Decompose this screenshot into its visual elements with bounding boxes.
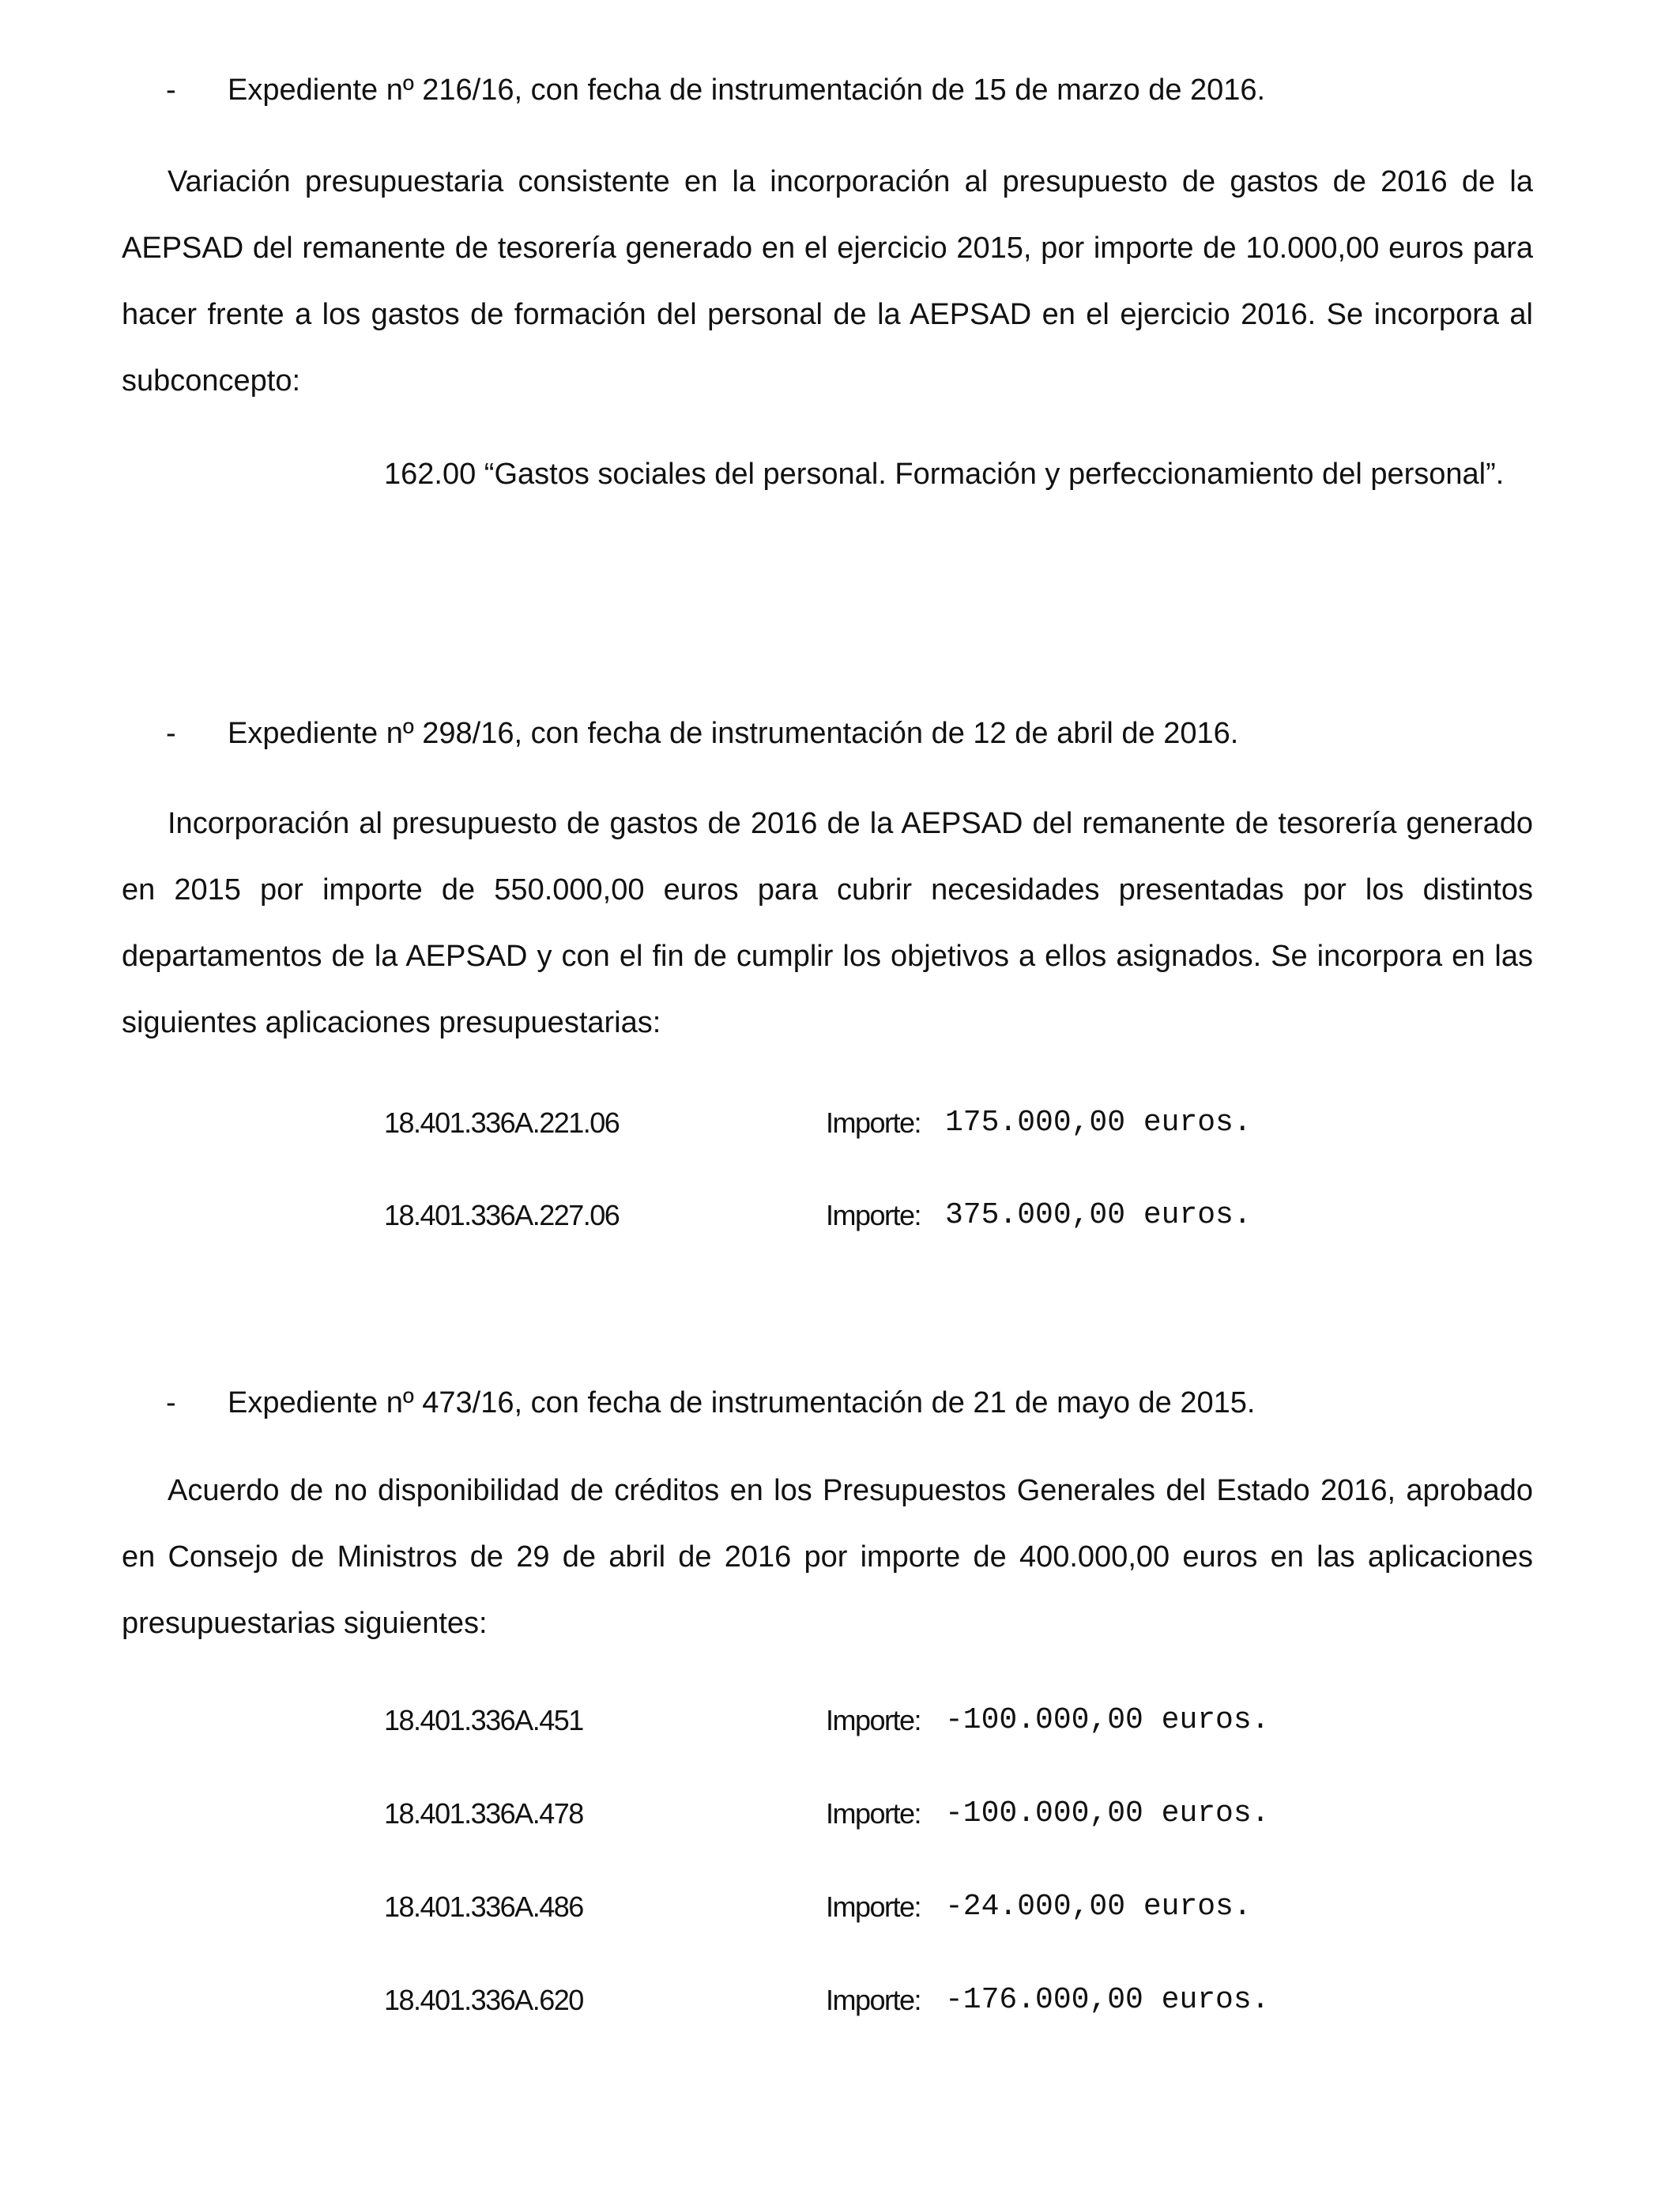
amount-label: Importe: bbox=[826, 1199, 921, 1231]
subconcept-text: 162.00 “Gastos sociales del personal. Formación y perfeccionamiento del personal”. bbox=[384, 458, 1505, 491]
paragraph-text: Variación presupuestaria consistente en la incorporación al presupuesto de gastos de 2016 de la AEPSAD del remanente de tesorería generado en el ejercicio 2015, por importe de 10.000,00 euros para hacer frente a los gastos de formación del personal de la AEPSAD en el ejercicio 2016. Se incorpora al subconcepto: bbox=[122, 165, 1533, 398]
amount-value: -176.000,00 euros. bbox=[945, 1983, 1270, 2017]
subconcept-paragraph bbox=[122, 439, 1533, 509]
paragraph-text: Acuerdo de no disponibilidad de créditos en los Presupuestos Generales del Estado 2016, aprobado en Consejo de Ministros de 29 de abril de 2016 por importe de 400.000,00 euros en las aplicaciones presupuestarias siguientes: bbox=[122, 1474, 1533, 1640]
amount-label: Importe: bbox=[826, 1891, 921, 1923]
amount-label: Importe: bbox=[826, 1704, 921, 1736]
budget-code: 18.401.336A.221.06 bbox=[384, 1106, 620, 1139]
budget-code: 18.401.336A.620 bbox=[384, 1984, 583, 2016]
paragraph-text: Incorporación al presupuesto de gastos de 2016 de la AEPSAD del remanente de tesorería generado en 2015 por importe de 550.000,00 euros para cubrir necesidades presentadas por los distintos departamentos de la AEPSAD y con el fin de cumplir los objetivos a ellos asignados. Se incorpora en las siguientes aplicaciones presupuestarias: bbox=[122, 807, 1533, 1039]
bullet-dash: - bbox=[166, 74, 176, 107]
amount-label: Importe: bbox=[826, 1984, 921, 2016]
expediente-298-paragraph bbox=[122, 790, 1533, 1056]
expediente-header-text: Expediente nº 473/16, con fecha de instrumentación de 21 de mayo de 2015. bbox=[228, 1386, 1256, 1419]
amount-value: -100.000,00 euros. bbox=[945, 1703, 1270, 1737]
expediente-216-paragraph bbox=[122, 149, 1533, 414]
amount-value: -100.000,00 euros. bbox=[945, 1796, 1270, 1830]
expediente-header-text: Expediente nº 298/16, con fecha de instrumentación de 12 de abril de 2016. bbox=[228, 717, 1239, 750]
expediente-header-text: Expediente nº 216/16, con fecha de instrumentación de 15 de marzo de 2016. bbox=[228, 74, 1266, 107]
budget-code: 18.401.336A.227.06 bbox=[384, 1199, 620, 1231]
amount-value: 175.000,00 euros. bbox=[945, 1106, 1252, 1140]
amount-label: Importe: bbox=[826, 1797, 921, 1830]
bullet-dash: - bbox=[166, 717, 176, 750]
amount-value: 375.000,00 euros. bbox=[945, 1198, 1252, 1232]
bullet-dash: - bbox=[166, 1386, 176, 1419]
amount-value: -24.000,00 euros. bbox=[945, 1890, 1252, 1924]
budget-code: 18.401.336A.486 bbox=[384, 1891, 583, 1923]
budget-code: 18.401.336A.451 bbox=[384, 1704, 583, 1736]
amount-label: Importe: bbox=[826, 1106, 921, 1139]
expediente-473-paragraph bbox=[122, 1457, 1533, 1657]
budget-code: 18.401.336A.478 bbox=[384, 1797, 583, 1830]
